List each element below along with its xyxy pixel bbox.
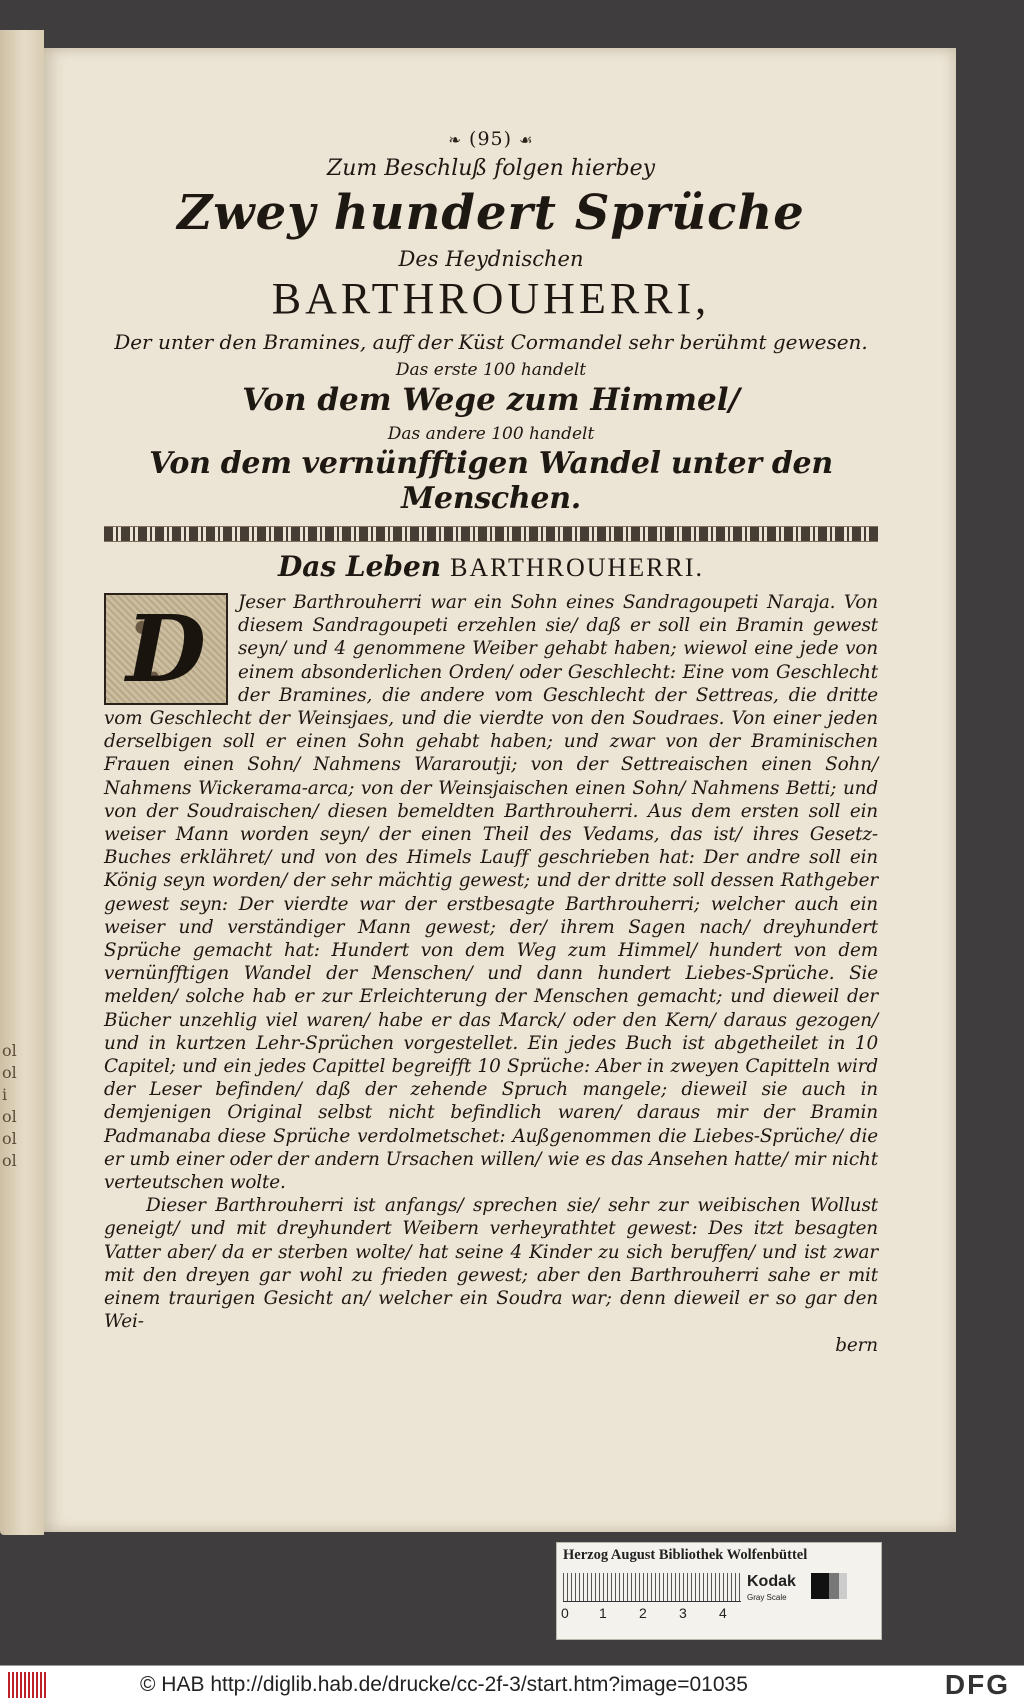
page-content [104,128,878,1357]
gray-swatch-mid [829,1573,839,1599]
title-line-2: Zwey hundert Sprüche [177,185,805,241]
body-text [104,591,878,1357]
gray-scale-caption: Gray Scale [747,1593,787,1602]
kodak-logo: Kodak [747,1573,796,1590]
previous-page-edge [0,30,44,1535]
paragraph-1: D Jeser Barthrouherri war ein Sohn eines Sandragoupeti Naraja. Von diesem Sandragoupeti erzehlen sie/ daß er soll ein Bramin gewest seyn/ und 4 genommene Weiber gehabt haben; wiewol eine jede von einem absonderlichen Orden/ oder Geschlecht: Eine vom Geschlecht der Bramines, die andere vom Geschlecht der Settreas, die dritte vom Geschlecht der Weinsjaes, und die vierdte von den Soudraes. Von einer jeden derselbigen soll er einen Sohn gehabt haben; und zwar von der Braminischen Frauen einen Sohn/ Nahmens Wararoutji; von der Settreaischen einen Sohn/ Nahmens Wickerama-arca; von der Weinsjaischen einen Sohn/ Nahmens Betti; und von der Soudraischen/ diesen bemeldten Barthrouherri. Aus dem ersten soll ein weiser Mann worden seyn/ der einen Theil des Vedams, das ist/ ihres Gesetz-Buches erklähret/ und von des Himels Lauff geschrieben hat: Der andre soll ein König seyn worden/ der sehr mächtig gewest; und der dritte soll dessen Rathgeber gewest seyn: Der vierdte war der erstbesagte Barthrouherri; welcher auch ein weiser und verständiger Mann gewest; der/ ihrem Sagen nach/ dreyhundert Sprüche gemacht hat: Hundert von dem Weg zum Himmel/ hundert von dem vernünfftigen Wandel der Menschen/ und dann hundert Liebes-Sprüche. Sie melden/ solche hab er zur Erleichterung der Menschen gemacht; und dieweil der Bücher unzehlig viel waren/ habe er das Marck/ oder den Kern/ daraus gezogen/ und in kurtzen Lehr-Sprüchen vorgestellet. Ein jedes Buch ist abgetheilet in 10 Capitel; und ein jedes Capittel begreifft 10 Sprüche: Aber in zweyen Capitteln wird der Leser befinden/ daß der zehende Spruch mangele; dieweil sie auch in demjenigen Original selbst nicht befindlich waren/ daraus mir der Bramin Padmanaba diese Sprüche verdolmetschet: Außgenommen die Liebes-Sprüche/ die er umb einer oder der andern Ursachen willen/ wie es das Ansehen hatte/ mir nicht verteutschen wolte. [104,592,878,1194]
title-line-8: Das andere 100 handelt [387,424,595,444]
previous-page-margin-text: ol ol i ol ol ol [2,1041,17,1170]
scale-ruler [563,1573,741,1602]
library-name: Herzog August Bibliothek Wolfenbüttel [563,1547,808,1563]
drop-cap-initial: D [104,593,228,705]
dfg-logo: DFG [944,1669,1010,1700]
hab-logo-icon [8,1672,46,1698]
footer-credit: © HAB http://diglib.hab.de/drucke/cc-2f-3/start.htm?image=01035 [140,1673,748,1696]
page-number: ❧ (95) ☙ [448,128,534,150]
ornamental-rule [104,526,878,542]
catchword: bern [835,1334,878,1356]
title-line-5: Der unter den Bramines, auff der Küst Cormandel sehr berühmt gewesen. [114,330,868,354]
footer-bar [0,1665,1024,1705]
paragraph-2: Dieser Barthrouherri ist anfangs/ sprechen sie/ sehr zur weibischen Wollust geneigt/ und mit dreyhundert Weibern verheyrathtet gewest: Des itzt besagten Vatter aber/ da er sterben wolte/ hat seine 4 Kinder zu sich beruffen/ und ist zwar mit den dreyen gar wohl zu frieden gewest; aber den Barthrouherri sahe er mit einem traurigen Gesicht an/ welcher ein Soudra war; denn dieweil er so gar den Wei- [104,1195,878,1333]
section-heading: Das Leben BARTHROUHERRI. [277,550,705,583]
gray-swatch-light [839,1573,847,1599]
title-line-4: BARTHROUHERRI, [271,274,711,323]
title-line-9: Von dem vernünfftigen Wandel unter den Menschen. [149,446,833,516]
ornament-right-icon: ☙ [519,131,534,149]
library-color-target-label: Herzog August Bibliothek Wolfenbüttel 0 1 2 3 4 Kodak Gray Scale [556,1542,882,1640]
title-line-7: Von dem Wege zum Himmel/ [242,382,740,418]
title-line-3: Des Heydnischen [398,247,584,271]
ornament-left-icon: ❧ [448,131,462,149]
scanned-page [44,48,956,1532]
title-line-6: Das erste 100 handelt [395,360,587,380]
gray-swatch-black [811,1573,829,1599]
title-line-1: Zum Beschluß folgen hierbey [326,156,656,181]
